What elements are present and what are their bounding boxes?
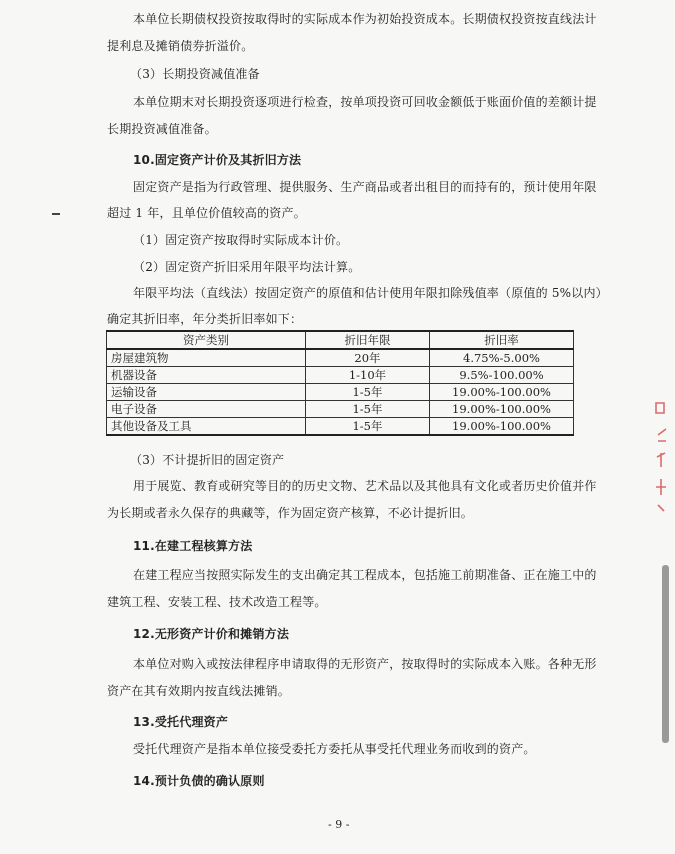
paragraph-line: 为长期或者永久保存的典藏等，作为固定资产核算，不必计提折旧。 [107, 506, 474, 520]
paragraph-line: 超过 1 年，且单位价值较高的资产。 [107, 206, 306, 220]
paragraph-line: 本单位对购入或按法律程序申请取得的无形资产，按取得时的实际成本入账。各种无形 [133, 657, 597, 671]
paragraph-line: 在建工程应当按照实际发生的支出确定其工程成本，包括施工前期准备、正在施工中的 [133, 568, 597, 582]
paragraph-line: （2）固定资产折旧采用年限平均法计算。 [133, 260, 361, 274]
section-heading: 12.无形资产计价和摊销方法 [133, 627, 290, 641]
scrollbar-thumb[interactable] [662, 565, 669, 743]
table-row [107, 384, 574, 401]
table-cell: 9.5%-100.00% [430, 367, 574, 384]
seal-stamp-fragment [652, 395, 670, 515]
paragraph-line: 建筑工程、安装工程、技术改造工程等。 [107, 595, 327, 609]
depreciation-table [106, 330, 574, 436]
page-number: - 9 - [328, 818, 350, 831]
subheading: （3）不计提折旧的固定资产 [130, 453, 285, 467]
paragraph-line: 长期投资减值准备。 [107, 122, 217, 136]
paragraph-line: 固定资产是指为行政管理、提供服务、生产商品或者出租目的而持有的，预计使用年限 [133, 180, 597, 194]
paragraph-line: （1）固定资产按取得时实际成本计价。 [133, 233, 349, 247]
table-cell: 19.00%-100.00% [430, 401, 574, 418]
table-header-row [107, 331, 574, 349]
paragraph-line: 确定其折旧率，年分类折旧率如下： [107, 312, 303, 326]
margin-mark [52, 213, 60, 215]
table-row [107, 367, 574, 384]
table-cell: 电子设备 [107, 401, 306, 418]
section-heading: 14.预计负债的确认原则 [133, 774, 265, 788]
table-cell: 19.00%-100.00% [430, 384, 574, 401]
table-cell: 20年 [306, 349, 430, 367]
table-row [107, 349, 574, 367]
table-cell: 1-5年 [306, 418, 430, 436]
paragraph-line: 本单位期末对长期投资逐项进行检查，按单项投资可回收金额低于账面价值的差额计提 [133, 95, 597, 109]
section-heading: 11.在建工程核算方法 [133, 539, 253, 553]
table-cell: 其他设备及工具 [107, 418, 306, 436]
column-header: 折旧年限 [306, 331, 430, 349]
paragraph-line: 资产在其有效期内按直线法摊销。 [107, 684, 291, 698]
subheading: （3）长期投资减值准备 [130, 67, 260, 81]
table-cell: 4.75%-5.00% [430, 349, 574, 367]
table-cell: 1-10年 [306, 367, 430, 384]
column-header: 资产类别 [107, 331, 306, 349]
paragraph-line: 提利息及摊销债券折溢价。 [107, 39, 254, 53]
table-cell: 1-5年 [306, 384, 430, 401]
table-row [107, 401, 574, 418]
section-heading: 13.受托代理资产 [133, 715, 229, 729]
table-cell: 房屋建筑物 [107, 349, 306, 367]
paragraph-line: 受托代理资产是指本单位接受委托方委托从事受托代理业务而收到的资产。 [133, 742, 536, 756]
paragraph-line: 用于展览、教育或研究等目的的历史文物、艺术品以及其他具有文化或者历史价值并作 [133, 479, 597, 493]
table-cell: 1-5年 [306, 401, 430, 418]
paragraph-line: 本单位长期债权投资按取得时的实际成本作为初始投资成本。长期债权投资按直线法计 [133, 12, 597, 26]
section-heading: 10.固定资产计价及其折旧方法 [133, 153, 302, 167]
paragraph-line: 年限平均法（直线法）按固定资产的原值和估计使用年限扣除残值率（原值的 5%以内） [133, 286, 608, 300]
column-header: 折旧率 [430, 331, 574, 349]
table-cell: 机器设备 [107, 367, 306, 384]
table-row [107, 418, 574, 436]
table-cell: 运输设备 [107, 384, 306, 401]
table-cell: 19.00%-100.00% [430, 418, 574, 436]
